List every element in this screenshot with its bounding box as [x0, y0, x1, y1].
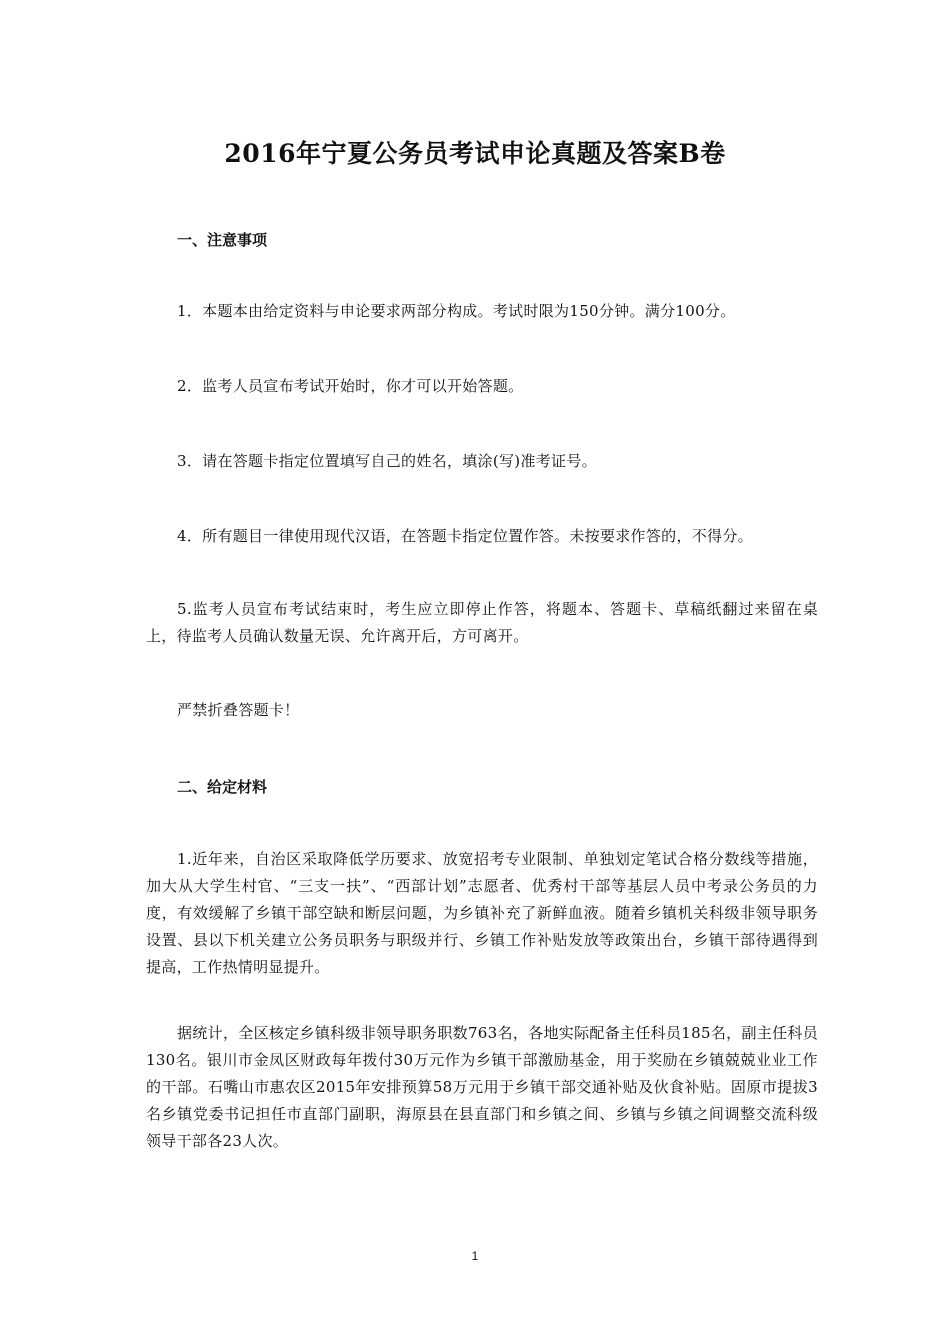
- section-heading-materials: 二、给定材料: [177, 778, 268, 796]
- page-number: 1: [471, 1249, 479, 1263]
- notice-item-5: 5.监考人员宣布考试结束时，考生应立即停止作答，将题本、答题卡、草稿纸翻过来留在桌上，待监考人员确认数量无误、允许离开后，方可离开。: [146, 600, 818, 645]
- material-paragraph-2: 据统计，全区核定乡镇科级非领导职务职数763名，各地实际配备主任科员185名，副主任科员130名。银川市金凤区财政每年拨付30万元作为乡镇干部激励基金，用于奖励在乡镇兢兢业业工作的干部。石嘴山市惠农区2015年安排预算58万元用于乡镇干部交通补贴及伙食补贴。固原市提拔3名乡镇党委书记担任市直部门副职，海原县在县直部门和乡镇之间、乡镇与乡镇之间调整交流科级领导干部各23人次。: [146, 1024, 818, 1150]
- notice-item-3: 3．请在答题卡指定位置填写自己的姓名，填涂(写)准考证号。: [177, 452, 597, 470]
- material-paragraph-1: 1.近年来，自治区采取降低学历要求、放宽招考专业限制、单独划定笔试合格分数线等措施，加大从大学生村官、“三支一扶”、“西部计划”志愿者、优秀村干部等基层人员中考录公务员的力度，有效缓解了乡镇干部空缺和断层问题，为乡镇补充了新鲜血液。随着乡镇机关科级非领导职务设置、县以下机关建立公务员职务与职级并行、乡镇工作补贴发放等政策出台，乡镇干部待遇得到提高，工作热情明显提升。: [146, 850, 818, 976]
- notice-warning: 严禁折叠答题卡！: [177, 701, 300, 719]
- notice-item-2: 2．监考人员宣布考试开始时，你才可以开始答题。: [177, 377, 524, 395]
- section-heading-notes: 一、注意事项: [177, 231, 268, 249]
- notice-item-4: 4．所有题目一律使用现代汉语，在答题卡指定位置作答。未按要求作答的，不得分。: [177, 527, 753, 545]
- document-title: 2016年宁夏公务员考试申论真题及答案B卷: [224, 139, 726, 168]
- notice-item-1: 1．本题本由给定资料与申论要求两部分构成。考试时限为150分钟。满分100分。: [177, 302, 736, 320]
